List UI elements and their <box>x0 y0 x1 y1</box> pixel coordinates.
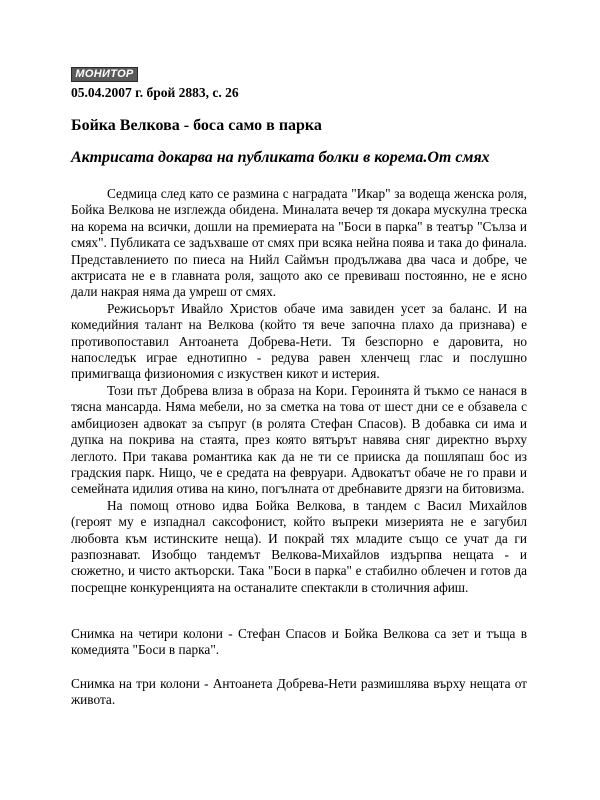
issue-date-line: 05.04.2007 г. брой 2883, с. 26 <box>71 85 239 100</box>
article-paragraph-2: Режисьорът Ивайло Христов обаче има завиден усет за баланс. И на комедийния талант на Велкова (който тя вече започна плахо да признава) е противопоставил Антоанета Добрева-Нети. Тя безспорно е даровита, но напоследък играе еднотипно - редува равен хленчещ глас и послушно примигваща физиономия с изкуствен кикот и истерия. <box>71 300 527 382</box>
photo-caption-1: Снимка на четири колони - Стефан Спасов и Бойка Велкова са зет и тъща в комедията "Боси в парка". <box>71 626 527 658</box>
article-paragraph-1: Седмица след като се размина с наградата "Икар" за водеща женска роля, Бойка Велкова не изглежда обидена. Миналата вечер тя докара мускулна треска на корема на всички, дошли на премиерата на "Боси в парка" в театър "Сълза и смях". Публиката се задъхваше от смях при всяка нейна поява и така до финала. Представлението по пиеса на Нийл Саймън продължава два часа и добре, че актрисата не е в главната роля, защото ако се превиваш постоянно, не е ясно дали накрая няма да умреш от смях. <box>71 186 527 300</box>
article-paragraph-3: Този път Добрева влиза в образа на Кори. Героинята й тъкмо се нанася в тясна мансарда. Няма мебели, но за сметка на това от шест дни се е обзавела с амбициозен адвокат за съпруг (в ролята Стефан Спасов). В добавка си има и дупка на покрива на стаята, през която вятърът навява сняг директно върху леглото. При такава романтика как да не ти се прииска да пошляпаш бос из градския парк. Нищо, че е средата на февруари. Адвокатът обаче не го прави и семейната идилия отива на кино, погълната от дребнавите дрязги на битовизма. <box>71 382 527 497</box>
article-paragraph-4: На помощ отново идва Бойка Велкова, в тандем с Васил Михайлов (героят му е изпаднал саксофонист, който въпреки мизерията не е загубил любовта към истинските неща). И покрай тях младите също се учат да ги разпознават. Изобщо тандемът Велкова-Михайлов издърпва нещата - и сюжетно, и чисто актьорски. Така "Боси в парка" е стабилно облечен и готов да посрещне конкуренцията на останалите спектакли в столичния афиш. <box>71 497 527 595</box>
article-headline: Бойка Велкова - боса само в парка <box>71 117 322 134</box>
article-body <box>71 186 527 596</box>
photo-captions <box>71 626 527 726</box>
photo-caption-2: Снимка на три колони - Антоанета Добрева-Нети размишлява върху нещата от живота. <box>71 675 527 708</box>
monitor-newspaper-logo: МОНИТОР <box>71 67 138 82</box>
article-subheadline: Актрисата докарва на публиката болки в корема.От смях <box>71 149 490 166</box>
